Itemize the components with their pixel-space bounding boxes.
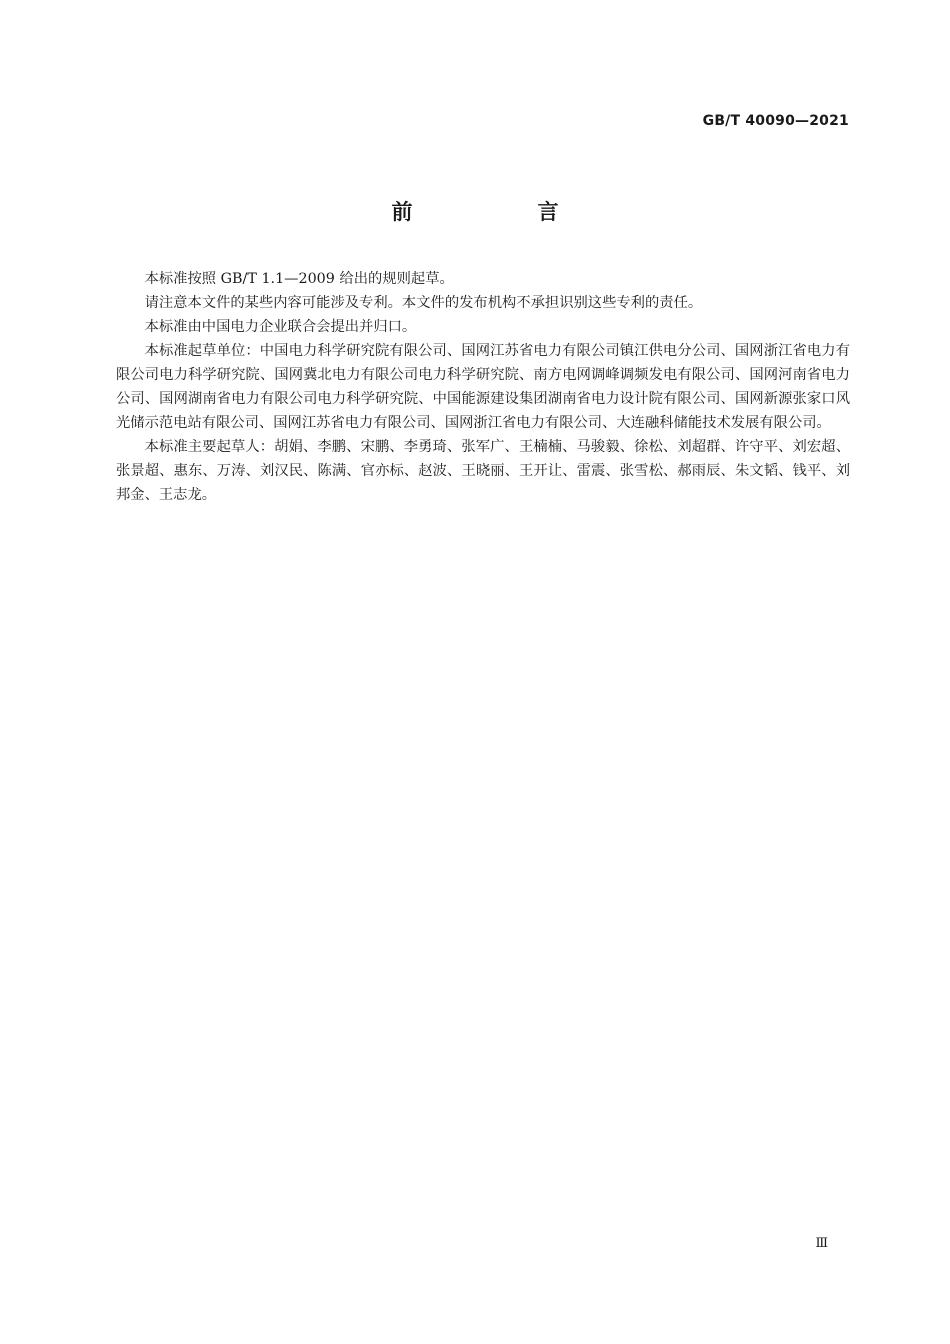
paragraph-proposer: 本标准由中国电力企业联合会提出并归口。 bbox=[144, 319, 417, 335]
paragraph-drafting-rules: 本标准按照 GB/T 1.1—2009 给出的规则起草。 bbox=[144, 271, 454, 287]
paragraph-drafters: 本标准主要起草人：胡娟、李鹏、宋鹏、李勇琦、张军广、王楠楠、马骏毅、徐松、刘超群、许守平、刘宏超、张景超、惠东、万涛、刘汉民、陈满、官亦标、赵波、王晓丽、王开让、雷震、张雪松、郝雨辰、朱文韬、钱平、刘邦金、王志龙。 bbox=[116, 439, 850, 503]
paragraph-drafting-units: 本标准起草单位：中国电力科学研究院有限公司、国网江苏省电力有限公司镇江供电分公司、国网浙江省电力有限公司电力科学研究院、国网冀北电力有限公司电力科学研究院、南方电网调峰调频发电有限公司、国网河南省电力公司、国网湖南省电力有限公司电力科学研究院、中国能源建设集团湖南省电力设计院有限公司、国网新源张家口风光储示范电站有限公司、国网江苏省电力有限公司、国网浙江省电力有限公司、大连融科储能技术发展有限公司。 bbox=[116, 343, 850, 431]
page-title: 前 言 bbox=[391, 200, 611, 224]
foreword-body bbox=[116, 267, 850, 507]
paragraph-patent-notice: 请注意本文件的某些内容可能涉及专利。本文件的发布机构不承担识别这些专利的责任。 bbox=[144, 295, 703, 311]
page-number: Ⅲ bbox=[815, 1236, 828, 1251]
standard-number: GB/T 40090—2021 bbox=[702, 113, 849, 129]
